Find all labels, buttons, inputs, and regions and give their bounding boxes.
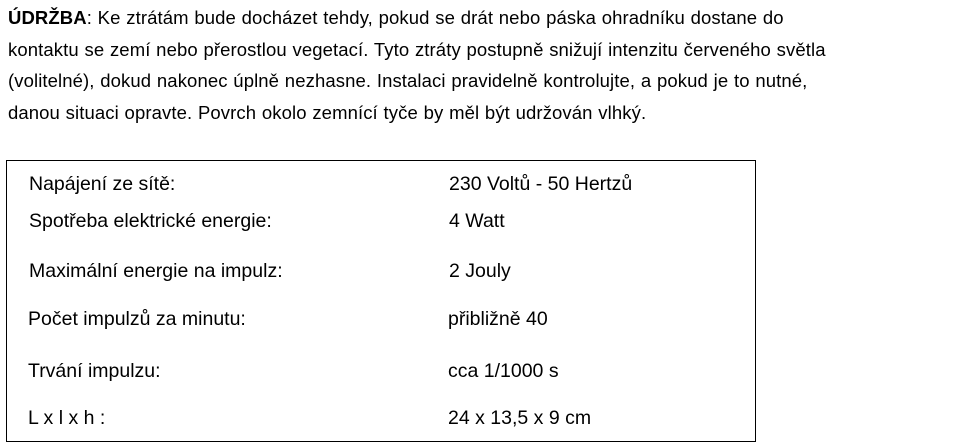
maintenance-label: ÚDRŽBA [8, 7, 87, 28]
paragraph-line-3: (volitelné), dokud nakonec úplně nezhasne. Instalaci pravidelně kontrolujte, a pokud je to nutné, [8, 70, 808, 91]
spec-value: přibližně 40 [448, 308, 548, 330]
spec-label: Napájení ze sítě: [29, 173, 176, 195]
spec-value: 24 x 13,5 x 9 cm [448, 407, 592, 429]
spec-label: Počet impulzů za minutu: [28, 308, 246, 330]
maintenance-paragraph [8, 2, 960, 128]
specifications-table [6, 160, 756, 442]
spec-value: 230 Voltů - 50 Hertzů [449, 173, 633, 195]
spec-label: Trvání impulzu: [28, 360, 161, 382]
spec-value: cca 1/1000 s [448, 360, 559, 382]
paragraph-line-4: danou situaci opravte. Povrch okolo zemnící tyče by měl být udržován vlhký. [8, 101, 647, 123]
paragraph-text-1: : Ke ztrátám bude docházet tehdy, pokud se drát nebo páska ohradníku dostane do [86, 7, 784, 28]
spec-value: 2 Jouly [449, 260, 511, 282]
spec-label: Spotřeba elektrické energie: [29, 210, 272, 232]
paragraph-line-1 [8, 2, 960, 34]
paragraph-line-2: kontaktu se zemí nebo přerostlou vegetací. Tyto ztráty postupně snižují intenzitu červeného světla [8, 38, 826, 60]
spec-label: L x l x h : [28, 407, 106, 429]
spec-label: Maximální energie na impulz: [29, 260, 283, 282]
spec-value: 4 Watt [449, 210, 505, 232]
